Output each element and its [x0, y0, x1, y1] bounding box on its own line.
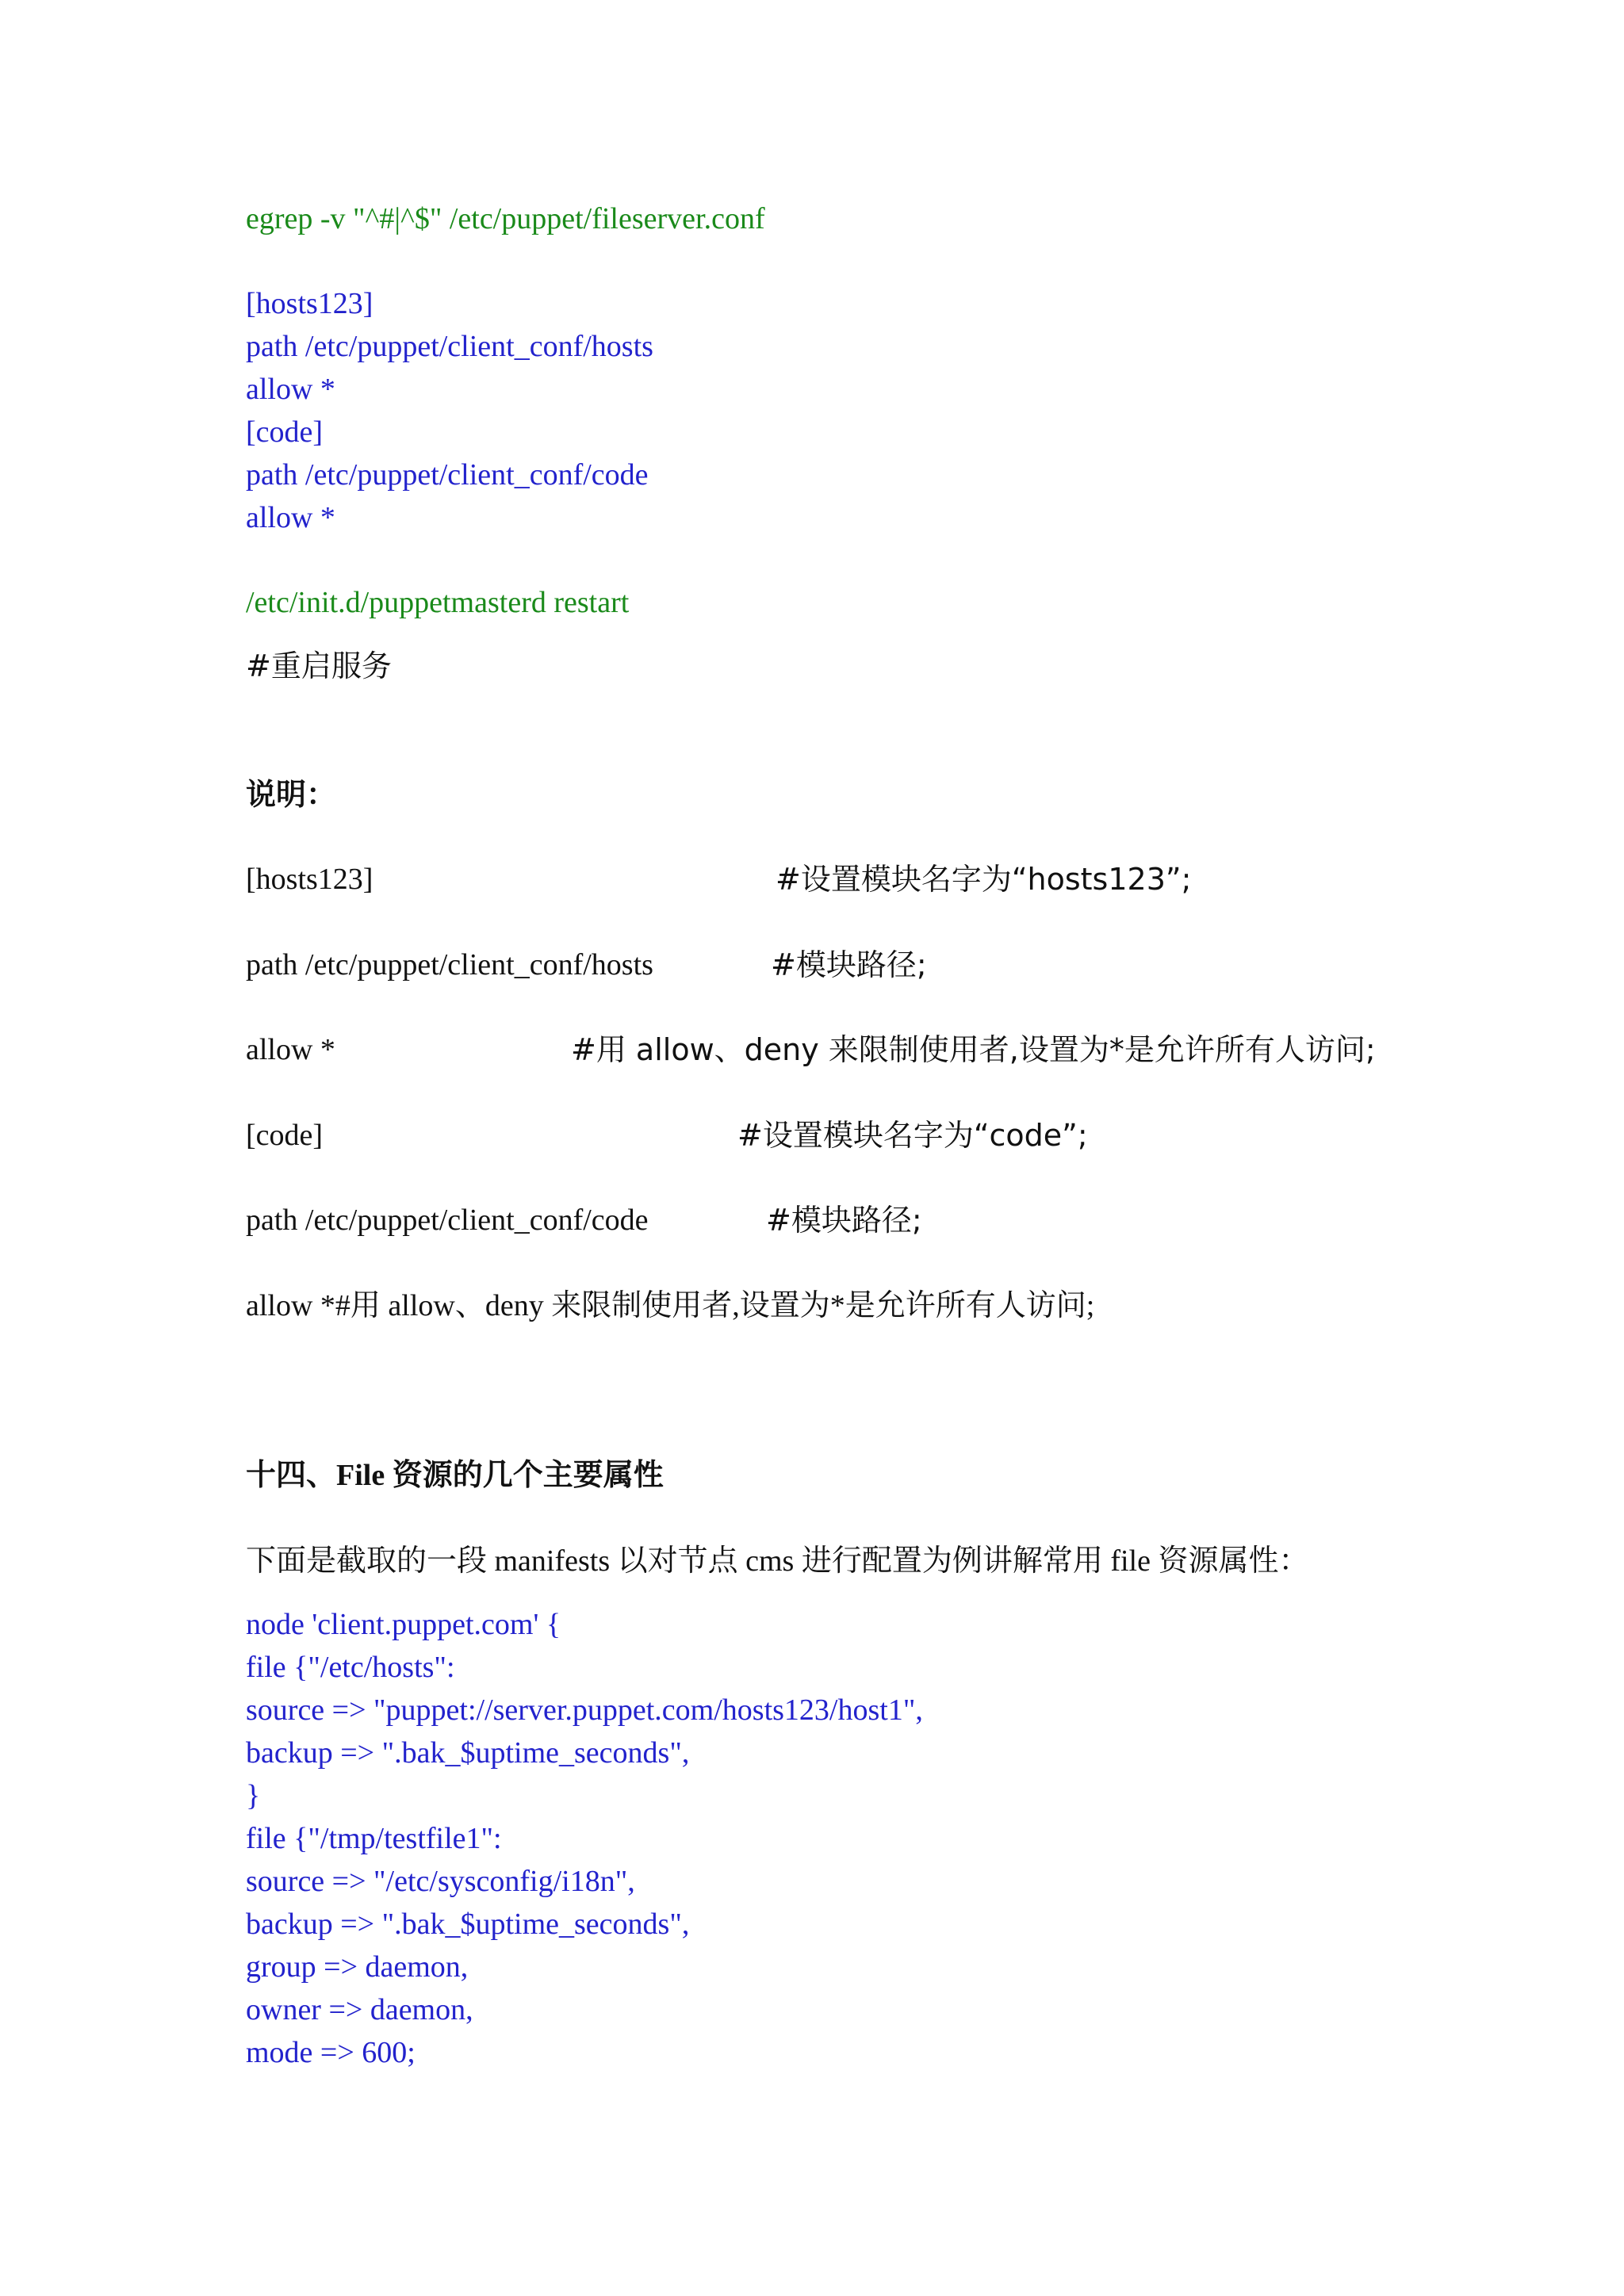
section-title: 十四、File 资源的几个主要属性	[246, 1459, 664, 1492]
explanation-row-code: path /etc/puppet/client_conf/hosts	[246, 948, 653, 982]
explanation-row-code: [hosts123]	[246, 863, 373, 896]
manifest-line: }	[246, 1779, 261, 1812]
config-line: path /etc/puppet/client_conf/hosts	[246, 330, 653, 363]
restart-comment: #重启服务	[246, 649, 392, 683]
config-line: path /etc/puppet/client_conf/code	[246, 458, 649, 492]
explanation-row-comment: #模块路径;	[771, 947, 927, 982]
explanation-row-code: path /etc/puppet/client_conf/code	[246, 1203, 649, 1237]
explanation-heading: 说明：	[246, 777, 337, 812]
section-intro: 下面是截取的一段 manifests 以对节点 cms 进行配置为例讲解常用 file 资源属性：	[246, 1544, 1309, 1578]
explanation-row-code: [code]	[246, 1119, 324, 1152]
manifest-line: owner => daemon,	[246, 1993, 473, 2026]
config-line: [hosts123]	[246, 287, 373, 320]
config-line: allow *	[246, 501, 335, 534]
manifest-line: group => daemon,	[246, 1950, 469, 1984]
manifest-line: mode => 600;	[246, 2036, 416, 2069]
config-line: [code]	[246, 415, 324, 449]
manifest-line: backup => ".bak_$uptime_seconds",	[246, 1908, 690, 1941]
explanation-row-comment: #用 allow、deny 来限制使用者,设置为*是允许所有人访问;	[571, 1032, 1376, 1067]
manifest-line: source => "/etc/sysconfig/i18n",	[246, 1865, 635, 1898]
config-line: allow *	[246, 373, 335, 406]
egrep-command: egrep -v "^#|^$" /etc/puppet/fileserver.conf	[246, 202, 765, 235]
explanation-row-comment: #模块路径;	[766, 1203, 922, 1238]
manifest-line: file {"/tmp/testfile1":	[246, 1822, 502, 1855]
manifest-line: node 'client.puppet.com' {	[246, 1608, 561, 1641]
manifest-line: backup => ".bak_$uptime_seconds",	[246, 1736, 690, 1770]
explanation-row-code: allow *	[246, 1033, 335, 1066]
explanation-row-comment: #设置模块名字为“code”;	[737, 1118, 1088, 1153]
explanation-row-comment: #设置模块名字为“hosts123”;	[776, 862, 1192, 897]
explanation-last-row: allow *#用 allow、deny 来限制使用者,设置为*是允许所有人访问;	[246, 1289, 1095, 1322]
restart-command: /etc/init.d/puppetmasterd restart	[246, 586, 630, 619]
manifest-line: source => "puppet://server.puppet.com/hosts123/host1",	[246, 1693, 923, 1727]
manifest-line: file {"/etc/hosts":	[246, 1651, 455, 1684]
